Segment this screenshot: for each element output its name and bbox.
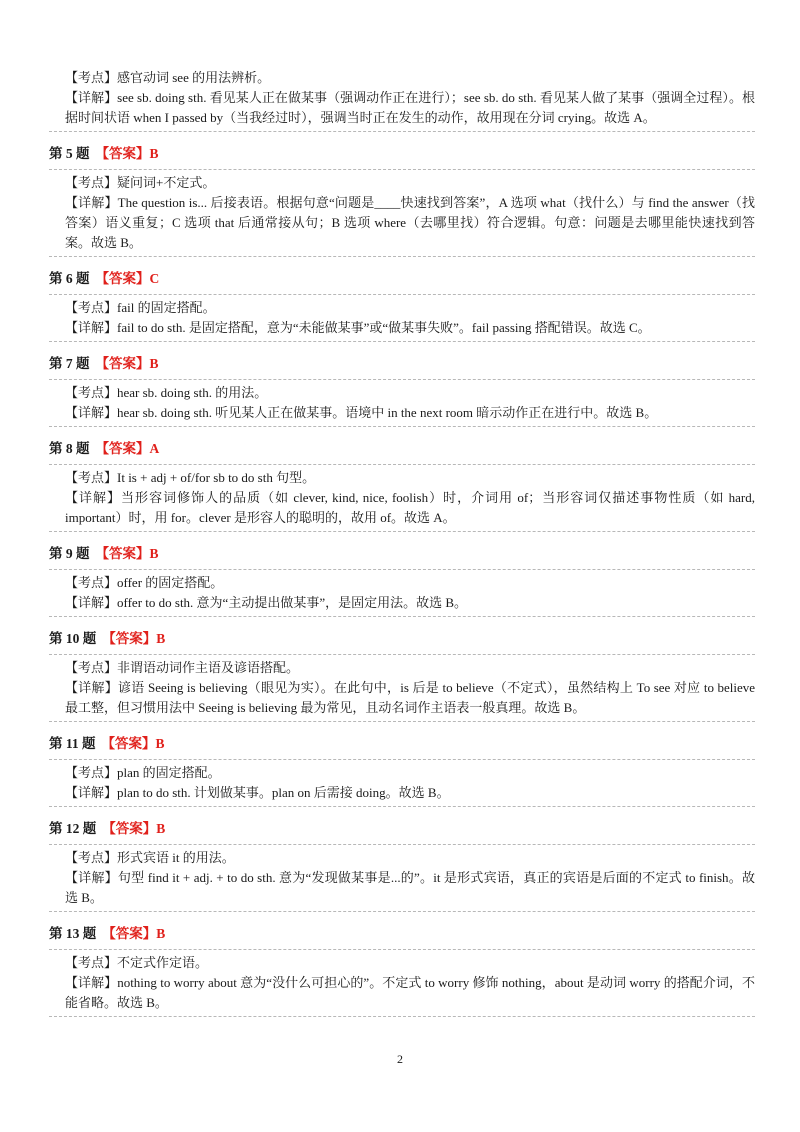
question-header (49, 135, 755, 166)
divider (49, 759, 755, 760)
question-header (49, 725, 755, 756)
answer-label: 【答案】B (101, 736, 165, 751)
kaodian-text: 【考点】offer 的固定搭配。 (65, 575, 224, 590)
answer-label: 【答案】B (95, 546, 159, 561)
question-header (49, 915, 755, 946)
divider (49, 844, 755, 845)
divider (49, 464, 755, 465)
kaodian-text: 【考点】不定式作定语。 (65, 955, 209, 970)
kaodian-text: 【考点】非谓语动词作主语及谚语搭配。 (65, 660, 300, 675)
answer-label: 【答案】B (95, 146, 159, 161)
xiangjie-text: 【详解】nothing to worry about 意为“没什么可担心的”。不定式 to worry 修饰 nothing，about 是动词 worry 的搭配介词，不能省略。故选 B。 (65, 975, 755, 1010)
question-header (49, 620, 755, 651)
xiangjie-text: 【详解】当形容词修饰人的品质（如 clever, kind, nice, foolish）时，介词用 of；当形容词仅描述事物性质（如 hard, important）时，用 for。clever 是形容人的聪明的，故用 of。故选 A。 (65, 490, 755, 525)
answer-label: 【答案】B (102, 821, 166, 836)
xiangjie-text: 【详解】fail to do sth. 是固定搭配，意为“未能做某事”或“做某事失败”。fail passing 搭配错误。故选 C。 (65, 320, 651, 335)
answer-label: 【答案】A (95, 441, 160, 456)
xiangjie-text: 【详解】offer to do sth. 意为“主动提出做某事”，是固定用法。故选 B。 (65, 595, 468, 610)
page-content (49, 68, 755, 1020)
question-block-8 (49, 430, 755, 532)
page-number: 2 (397, 1052, 403, 1066)
divider (49, 379, 755, 380)
xiangjie-text: 【详解】hear sb. doing sth. 听见某人正在做某事。语境中 in the next room 暗示动作正在进行中。故选 B。 (65, 405, 658, 420)
answer-label: 【答案】B (102, 631, 166, 646)
divider (49, 949, 755, 950)
question-label: 第 7 题 (49, 356, 90, 371)
divider (49, 569, 755, 570)
kaodian-text: 【考点】fail 的固定搭配。 (65, 300, 216, 315)
question-label: 第 6 题 (49, 271, 90, 286)
question-header (49, 345, 755, 376)
question-block-10 (49, 620, 755, 722)
divider (49, 721, 755, 722)
question-label: 第 9 题 (49, 546, 90, 561)
question-block-13 (49, 915, 755, 1017)
answer-label: 【答案】C (95, 271, 160, 286)
question-label: 第 11 题 (49, 736, 96, 751)
question-block-7 (49, 345, 755, 427)
answer-label: 【答案】B (95, 356, 159, 371)
divider (49, 169, 755, 170)
question-header (49, 430, 755, 461)
divider (49, 294, 755, 295)
divider (49, 654, 755, 655)
kaodian-text: 【考点】hear sb. doing sth. 的用法。 (65, 385, 268, 400)
divider (49, 531, 755, 532)
question-label: 第 8 题 (49, 441, 90, 456)
question-label: 第 10 题 (49, 631, 97, 646)
answer-label: 【答案】B (102, 926, 166, 941)
question-block-12 (49, 810, 755, 912)
question-block-9 (49, 535, 755, 617)
divider (49, 341, 755, 342)
xiangjie-text: 【详解】谚语 Seeing is believing（眼见为实）。在此句中，is 后是 to believe（不定式），虽然结构上 To see 对应 to believe 最工整，但习惯用法中 Seeing is believing 最为常见，且动名词作主语表一般真理。故选 B。 (65, 680, 755, 715)
divider (49, 806, 755, 807)
question-header (49, 535, 755, 566)
divider (49, 1016, 755, 1017)
kaodian-text: 【考点】疑问词+不定式。 (65, 175, 216, 190)
divider (49, 131, 755, 132)
question-header (49, 260, 755, 291)
kaodian-text: 【考点】形式宾语 it 的用法。 (65, 850, 235, 865)
kaodian-text: 【考点】It is + adj + of/for sb to do sth 句型。 (65, 470, 316, 485)
question-block-11 (49, 725, 755, 807)
xiangjie-text: 【详解】plan to do sth. 计划做某事。plan on 后需接 doing。故选 B。 (65, 785, 450, 800)
question-block-6 (49, 260, 755, 342)
question-label: 第 5 题 (49, 146, 90, 161)
xiangjie-text: 【详解】句型 find it + adj. + to do sth. 意为“发现做某事是...的”。it 是形式宾语，真正的宾语是后面的不定式 to finish。故选 B。 (65, 870, 755, 905)
question-label: 第 13 题 (49, 926, 97, 941)
question-header (49, 810, 755, 841)
question-label: 第 12 题 (49, 821, 97, 836)
divider (49, 426, 755, 427)
divider (49, 616, 755, 617)
question-block-5 (49, 135, 755, 257)
kaodian-text: 【考点】plan 的固定搭配。 (65, 765, 221, 780)
divider (49, 256, 755, 257)
q4-xiangjie: 【详解】see sb. doing sth. 看见某人正在做某事（强调动作正在进行）；see sb. do sth. 看见某人做了某事（强调全过程）。根据时间状语 when I passed by（当我经过时），强调当时正在发生的动作，故用现在分词 crying。故选 A。 (65, 90, 755, 125)
divider (49, 911, 755, 912)
q4-kaodian: 【考点】感官动词 see 的用法辨析。 (65, 70, 271, 85)
xiangjie-text: 【详解】The question is... 后接表语。根据句意“问题是____快速找到答案”，A 选项 what（找什么）与 find the answer（找答案）语义重复；C 选项 that 后通常接从句；B 选项 where（去哪里找）符合逻辑。句意：问题是去哪里能快速找到答案。故选 B。 (65, 195, 755, 250)
